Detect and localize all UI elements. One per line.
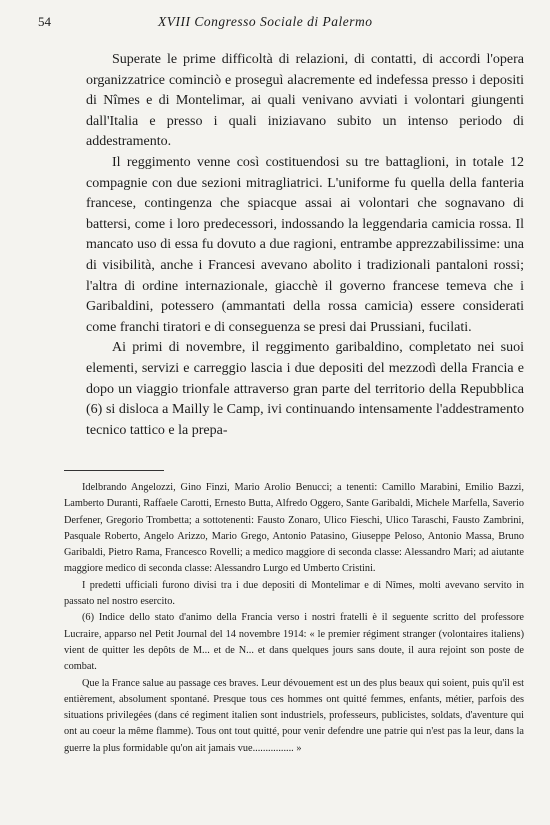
running-title: XVIII Congresso Sociale di Palermo (158, 14, 373, 29)
footnote-depots: I predetti ufficiali furono divisi tra i due depositi di Montelimar e di Nîmes, molti avevano servito in passato nel nostro esercito. (64, 579, 524, 608)
footnote-officers: Idelbrando Angelozzi, Gino Finzi, Mario Arolio Benucci; a tenenti: Camillo Marabini, Emilio Bazzi, Lamberto Duranti, Raffaele Carotti, Ernesto Butta, Alfredo Oggero, Sante Garibaldi, Michele Marfella, Saverio Derfener, Gregorio Trombetta; a sottotenenti: Fausto Zonaro, Ulico Fieschi, Ulico Taraschi, Fausto Zambrini, Pasquale Roberto, Angelo Arizzo, Mario Grego, Antonio Patasino, Giuseppe Peloso, Antonio Massa, Bruno Garibaldi, Pietro Rama, Francesco Rovelli; a medico maggiore di seconda classe: Alessandro Mari; ad aiutante maggiore medico di seconda classe: Alessandro Lurgo ed Umberto Cristini. (64, 482, 524, 575)
footnote-6: (6) Indice dello stato d'animo della Francia verso i nostri fratelli è il seguente scritto del professore Lucraire, apparso nel Petit Journal del 14 novembre 1914: « le premier régiment stranger (volontaires italiens) vient de quitter les depôts de M... et de N... et dans quelques jours sans doute, il aura rejoint son poste de combat. (64, 612, 524, 673)
paragraph: Il reggimento venne così costituendosi su tre battaglioni, in totale 12 compagnie con due sezioni mitragliatrici. L'uniforme fu quella della fanteria francese, contingenza che spiacque assai ai volontari che sognavano di battersi, come i loro predecessori, indossando la leggendaria camicia rossa. Il mancato uso di essa fu dovuto a due ragioni, entrambe apprezzabilissime: una di visibilità, anche i Francesi avevano abolito i tradizionali pantaloni rossi; l'altra di ordine internazionale, giacchè il governo francese temeva che i Garibaldini, potessero (ammantati della rossa camicia) essere considerati come franchi tiratori e di conseguenza se presi dai Prussiani, fucilati. (86, 154, 524, 335)
page-number: 54 (38, 14, 51, 29)
footnote-6-continued: Que la France salue au passage ces braves. Leur dévouement est un des plus beaux qui soient, puis qu'il est entièrement, absolument spontané. Presque tous ces hommes ont quitté femmes, enfants, métier, parfois des situations privilegées (dans cé regiment italien sont industriels, professeurs, publicistes, soldats, d'aventure qui ont au coeur la même flamme). Tous ont tout quitté, pour venir defendre une patrie qui n'est pas la leur, dans la guerre la plus formidable qu'on ait jamais vue................ » (64, 677, 524, 754)
main-text (86, 50, 524, 441)
running-header (38, 12, 518, 34)
paragraph: Superate le prime difficoltà di relazioni, di contatti, di accordi l'opera organizzatrice cominciò e proseguì alacremente ed indefessa presso i depositi di Nîmes e di Montelimar, ai quali venivano avviati i volontari giungenti dall'Italia e presso i quali iniziavano subito un intenso periodo di addestramento. (86, 52, 524, 150)
paragraph: Ai primi di novembre, il reggimento garibaldino, completato nei suoi elementi, servizi e carreggio lascia i due depositi del mezzodì della Francia e dopo un viaggio trionfale attraverso gran parte del territorio della Repubblica (6) si disloca a Mailly le Camp, ivi continuando intensamente l'addestramento tecnico tattico e la prepa- (86, 340, 524, 438)
footnote-divider (64, 470, 164, 471)
footnotes (64, 480, 524, 757)
